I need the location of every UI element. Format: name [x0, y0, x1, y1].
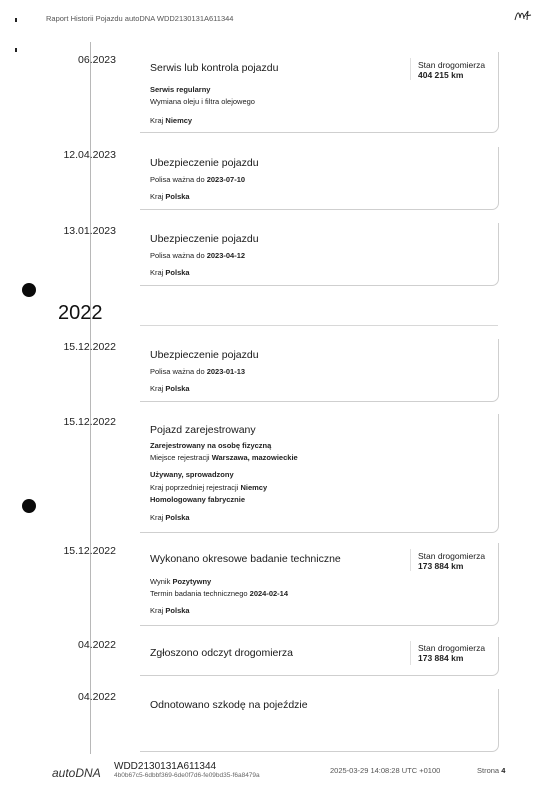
footer-vin: WDD2130131A611344	[114, 761, 217, 772]
event-detail: Kraj poprzedniej rejestracji Niemcy	[150, 483, 268, 492]
event-detail: Kraj Polska	[150, 384, 190, 393]
event-detail: Kraj Polska	[150, 606, 190, 615]
event-title: Odnotowano szkodę na pojeździe	[150, 699, 308, 711]
event-detail: Serwis regularny	[150, 85, 211, 94]
scan-mark	[15, 48, 17, 52]
event-date: 04.2022	[78, 691, 116, 703]
page-header-title: Raport Historii Pojazdu autoDNA WDD2130131A611344	[46, 14, 234, 23]
event-detail: Kraj Polska	[150, 268, 190, 277]
event-card	[140, 147, 499, 210]
odometer-divider	[410, 641, 411, 665]
event-detail: Używany, sprowadzony	[150, 470, 234, 479]
event-detail: Miejsce rejestracji Warszawa, mazowieckie	[150, 453, 298, 462]
punch-hole	[22, 283, 36, 297]
footer-hash: 4b0b67c5-6dbbf369-6de0f7d6-fe09bd35-f6a8479a	[114, 772, 260, 779]
event-date: 15.12.2022	[63, 341, 116, 353]
event-detail: Polisa ważna do 2023-07-10	[150, 175, 246, 184]
event-card	[140, 637, 499, 676]
event-card	[140, 52, 499, 133]
event-date: 06.2023	[78, 54, 116, 66]
event-date: 15.12.2022	[63, 545, 116, 557]
event-date: 13.01.2023	[63, 225, 116, 237]
event-date: 12.04.2023	[63, 149, 116, 161]
event-date: 15.12.2022	[63, 416, 116, 428]
event-detail: Kraj Niemcy	[150, 116, 193, 125]
event-date: 04.2022	[78, 639, 116, 651]
event-card	[140, 339, 499, 402]
event-detail: Polisa ważna do 2023-04-12	[150, 251, 246, 260]
event-detail: Zarejestrowany na osobę fizyczną	[150, 441, 272, 450]
odometer-divider	[410, 549, 411, 571]
event-title: Wykonano okresowe badanie techniczne	[150, 553, 341, 565]
handwritten-initials-mark	[514, 8, 532, 22]
event-title: Pojazd zarejestrowany	[150, 424, 256, 436]
year-divider	[140, 325, 498, 326]
odometer-reading: Stan drogomierza 173 884 km	[418, 551, 486, 571]
event-card	[140, 414, 499, 533]
scan-mark	[15, 18, 17, 22]
event-detail: Kraj Polska	[150, 513, 190, 522]
odometer-divider	[410, 58, 411, 80]
event-detail: Homologowany fabrycznie	[150, 495, 246, 504]
footer-page-number: Strona 4	[477, 766, 506, 775]
event-title: Serwis lub kontrola pojazdu	[150, 62, 279, 74]
event-card	[140, 689, 499, 752]
event-title: Ubezpieczenie pojazdu	[150, 349, 259, 361]
punch-hole	[22, 499, 36, 513]
event-card	[140, 223, 499, 286]
odometer-reading: Stan drogomierza 173 884 km	[418, 643, 486, 663]
event-detail: Wymiana oleju i filtra olejowego	[150, 97, 255, 106]
odometer-reading: Stan drogomierza 404 215 km	[418, 60, 486, 80]
event-detail: Termin badania technicznego 2024-02-14	[150, 589, 289, 598]
footer-timestamp: 2025-03-29 14:08:28 UTC +0100	[330, 766, 441, 775]
event-title: Ubezpieczenie pojazdu	[150, 233, 259, 245]
event-detail: Polisa ważna do 2023-01-13	[150, 367, 246, 376]
event-card	[140, 543, 499, 626]
event-detail: Wynik Pozytywny	[150, 577, 212, 586]
event-title: Ubezpieczenie pojazdu	[150, 157, 259, 169]
event-detail: Kraj Polska	[150, 192, 190, 201]
year-heading: 2022	[58, 302, 103, 324]
footer-brand-logo: autoDNA	[52, 766, 101, 780]
event-title: Zgłoszono odczyt drogomierza	[150, 647, 293, 659]
